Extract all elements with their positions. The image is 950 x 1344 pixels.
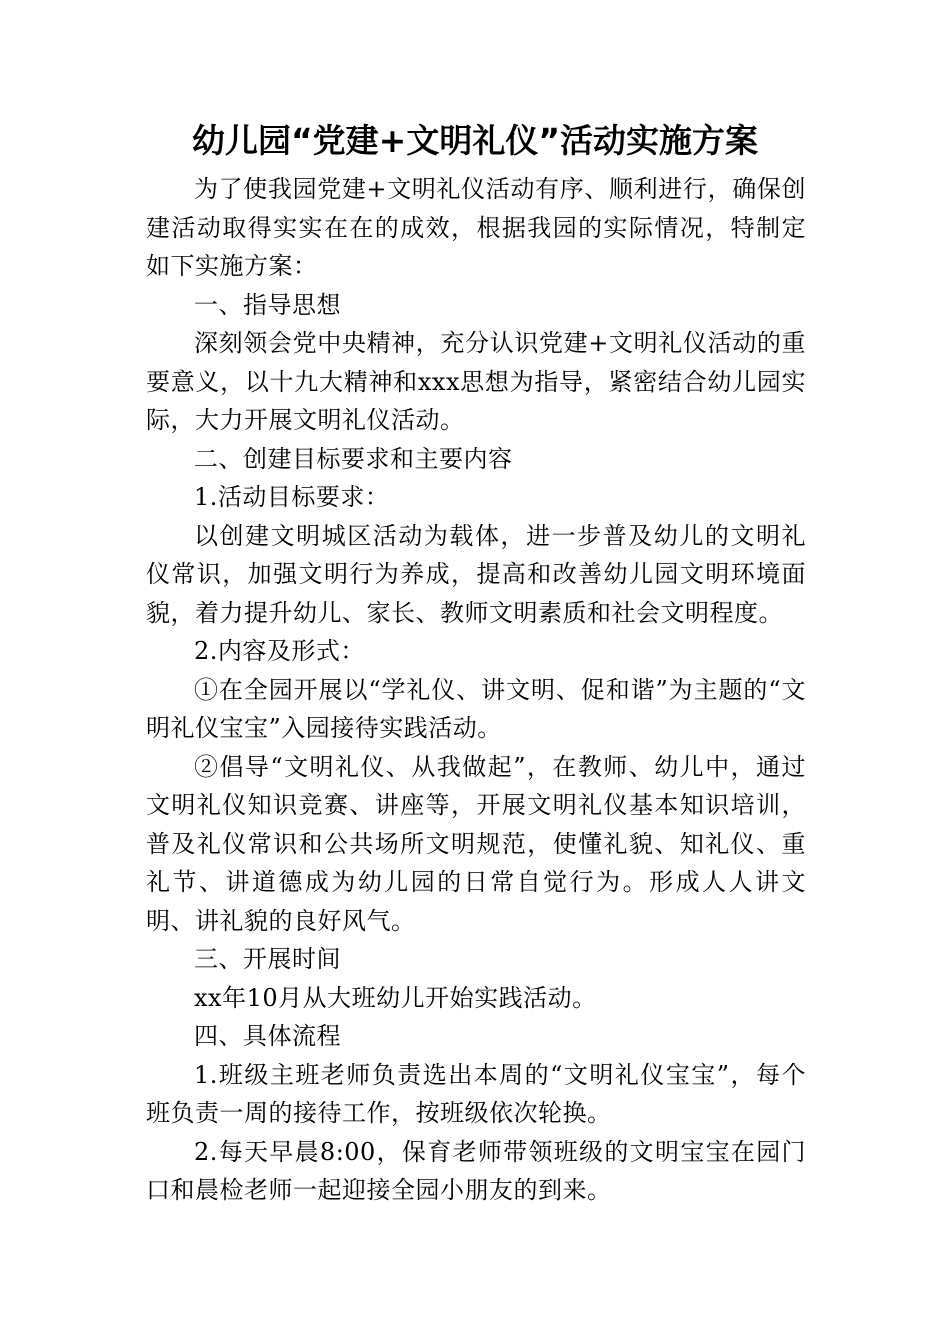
- paragraph-content-item-2: ②倡导“文明礼仪、从我做起”，在教师、幼儿中，通过文明礼仪知识竞赛、讲座等，开展文明礼仪基本知识培训，普及礼仪常识和公共场所文明规范，使懂礼貌、知礼仪、重礼节、讲道德成为幼儿园的日常自觉行为。形成人人讲文明、讲礼貌的良好风气。: [146, 752, 806, 935]
- document-body: [146, 170, 806, 1210]
- heading-schedule: 三、开展时间: [194, 945, 341, 973]
- heading-goals-and-content: 二、创建目标要求和主要内容: [194, 444, 513, 473]
- paragraph-guiding-ideology: 深刻领会党中央精神，充分认识党建+文明礼仪活动的重要意义，以十九大精神和xxx思想为指导，紧密结合幼儿园实际，大力开展文明礼仪活动。: [146, 329, 806, 434]
- subheading-content-and-form: 2.内容及形式：: [194, 637, 365, 665]
- document-title: 幼儿园“党建+文明礼仪”活动实施方案: [191, 121, 759, 160]
- heading-guiding-ideology: 一、指导思想: [194, 290, 341, 319]
- heading-process: 四、具体流程: [194, 1022, 341, 1050]
- paragraph-activity-goals: 以创建文明城区活动为载体，进一步普及幼儿的文明礼仪常识，加强文明行为养成，提高和改善幼儿园文明环境面貌，着力提升幼儿、家长、教师文明素质和社会文明程度。: [146, 521, 806, 627]
- paragraph-content-item-1: ①在全园开展以“学礼仪、讲文明、促和谐”为主题的“文明礼仪宝宝”入园接待实践活动。: [146, 675, 806, 742]
- paragraph-schedule: xx年10月从大班幼儿开始实践活动。: [194, 983, 597, 1012]
- subheading-activity-goals: 1.活动目标要求：: [194, 483, 390, 511]
- paragraph-process-step-1: 1.班级主班老师负责选出本周的“文明礼仪宝宝”，每个班负责一周的接待工作，按班级依次轮换。: [146, 1060, 806, 1127]
- paragraph-process-step-2: 2.每天早晨8:00，保育老师带领班级的文明宝宝在园门口和晨检老师一起迎接全园小朋友的到来。: [146, 1137, 806, 1204]
- paragraph-intro: 为了使我园党建+文明礼仪活动有序、顺利进行，确保创建活动取得实实在在的成效，根据我园的实际情况，特制定如下实施方案：: [146, 175, 806, 280]
